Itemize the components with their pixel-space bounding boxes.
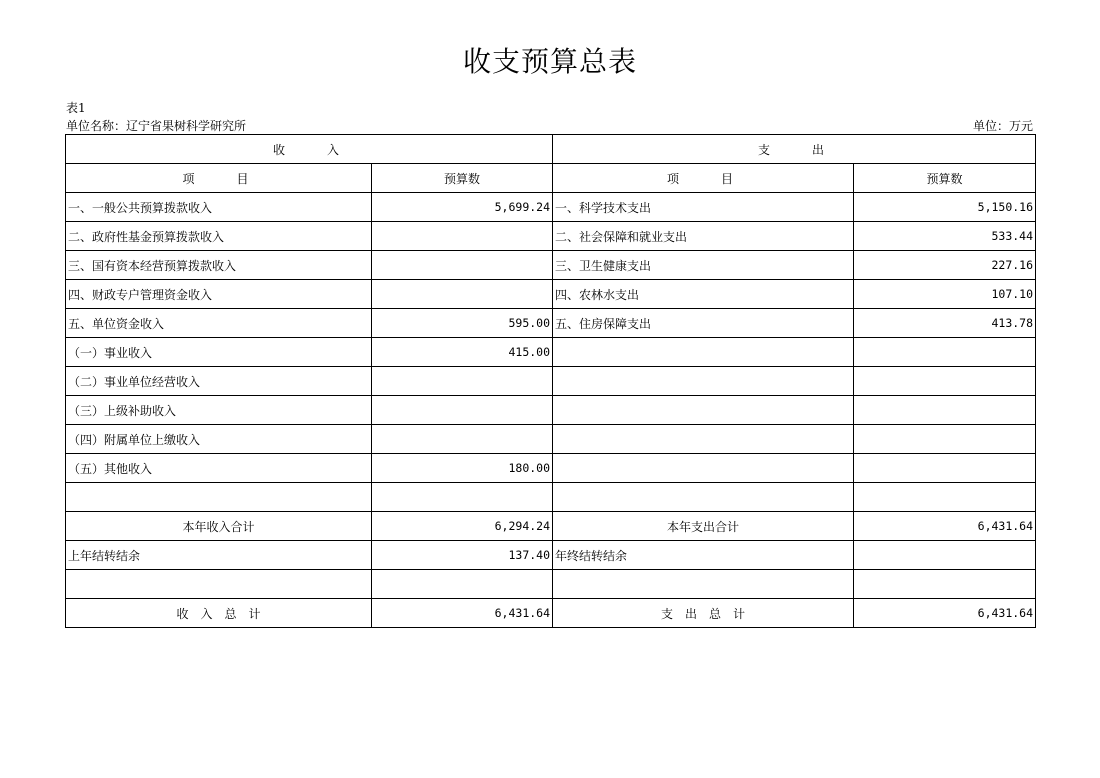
table-row xyxy=(66,338,1036,367)
table-row xyxy=(66,454,1036,483)
expense-value xyxy=(854,367,1036,396)
prior-year-balance-value: 137.40 xyxy=(372,541,553,570)
income-value xyxy=(372,483,553,512)
year-end-balance-value xyxy=(854,541,1036,570)
income-year-total-label: 本年收入合计 xyxy=(66,512,372,541)
expense-item xyxy=(553,367,854,396)
year-end-balance-label: 年终结转结余 xyxy=(553,541,854,570)
income-value: 180.00 xyxy=(372,454,553,483)
expense-item xyxy=(553,425,854,454)
income-section-header: 收 入 xyxy=(66,135,553,164)
unit-name: 单位名称：辽宁省果树科学研究所 xyxy=(66,119,247,133)
expense-item-header: 项 目 xyxy=(553,164,854,193)
expense-item xyxy=(553,338,854,367)
budget-summary-table xyxy=(65,134,1036,628)
income-item: 四、财政专户管理资金收入 xyxy=(66,280,372,309)
table-row xyxy=(66,280,1036,309)
income-item xyxy=(66,483,372,512)
prior-year-balance-label: 上年结转结余 xyxy=(66,541,372,570)
income-value: 415.00 xyxy=(372,338,553,367)
year-total-row xyxy=(66,512,1036,541)
expense-value: 413.78 xyxy=(854,309,1036,338)
income-value xyxy=(372,251,553,280)
expense-value: 533.44 xyxy=(854,222,1036,251)
income-item: （二）事业单位经营收入 xyxy=(66,367,372,396)
income-value: 595.00 xyxy=(372,309,553,338)
expense-value: 107.10 xyxy=(854,280,1036,309)
table-row xyxy=(66,309,1036,338)
expense-item: 四、农林水支出 xyxy=(553,280,854,309)
expense-value: 227.16 xyxy=(854,251,1036,280)
table-row xyxy=(66,425,1036,454)
income-value xyxy=(372,222,553,251)
expense-item: 二、社会保障和就业支出 xyxy=(553,222,854,251)
expense-year-total-value: 6,431.64 xyxy=(854,512,1036,541)
table-row xyxy=(66,251,1036,280)
income-grand-total-value: 6,431.64 xyxy=(372,599,553,628)
expense-value xyxy=(854,396,1036,425)
page-title: 收支预算总表 xyxy=(462,45,637,78)
expense-value xyxy=(854,338,1036,367)
grand-total-row xyxy=(66,599,1036,628)
income-item: （三）上级补助收入 xyxy=(66,396,372,425)
income-item: （四）附属单位上缴收入 xyxy=(66,425,372,454)
carry-over-row xyxy=(66,541,1036,570)
income-item: 二、政府性基金预算拨款收入 xyxy=(66,222,372,251)
empty-cell xyxy=(372,570,553,599)
table-row xyxy=(66,483,1036,512)
expense-value xyxy=(854,425,1036,454)
expense-section-header: 支 出 xyxy=(553,135,1036,164)
expense-value: 5,150.16 xyxy=(854,193,1036,222)
income-value xyxy=(372,280,553,309)
expense-grand-total-label: 支 出 总 计 xyxy=(553,599,854,628)
table-number: 表1 xyxy=(66,101,86,115)
expense-value xyxy=(854,454,1036,483)
expense-item: 五、住房保障支出 xyxy=(553,309,854,338)
table-row xyxy=(66,396,1036,425)
income-item-header: 项 目 xyxy=(66,164,372,193)
section-header-row xyxy=(66,135,1036,164)
table-row xyxy=(66,193,1036,222)
empty-cell xyxy=(854,570,1036,599)
income-value xyxy=(372,396,553,425)
expense-item xyxy=(553,483,854,512)
currency-unit: 单位：万元 xyxy=(972,119,1033,133)
expense-budget-header: 预算数 xyxy=(854,164,1036,193)
table-row xyxy=(66,367,1036,396)
income-item: 五、单位资金收入 xyxy=(66,309,372,338)
empty-row xyxy=(66,570,1036,599)
empty-cell xyxy=(66,570,372,599)
income-item: 一、一般公共预算拨款收入 xyxy=(66,193,372,222)
expense-item xyxy=(553,454,854,483)
income-value xyxy=(372,367,553,396)
expense-year-total-label: 本年支出合计 xyxy=(553,512,854,541)
income-value xyxy=(372,425,553,454)
expense-item: 三、卫生健康支出 xyxy=(553,251,854,280)
table-row xyxy=(66,222,1036,251)
expense-value xyxy=(854,483,1036,512)
income-grand-total-label: 收 入 总 计 xyxy=(66,599,372,628)
expense-grand-total-value: 6,431.64 xyxy=(854,599,1036,628)
expense-item: 一、科学技术支出 xyxy=(553,193,854,222)
income-year-total-value: 6,294.24 xyxy=(372,512,553,541)
income-item: 三、国有资本经营预算拨款收入 xyxy=(66,251,372,280)
income-value: 5,699.24 xyxy=(372,193,553,222)
income-item: （一）事业收入 xyxy=(66,338,372,367)
income-budget-header: 预算数 xyxy=(372,164,553,193)
column-header-row xyxy=(66,164,1036,193)
income-item: （五）其他收入 xyxy=(66,454,372,483)
expense-item xyxy=(553,396,854,425)
empty-cell xyxy=(553,570,854,599)
